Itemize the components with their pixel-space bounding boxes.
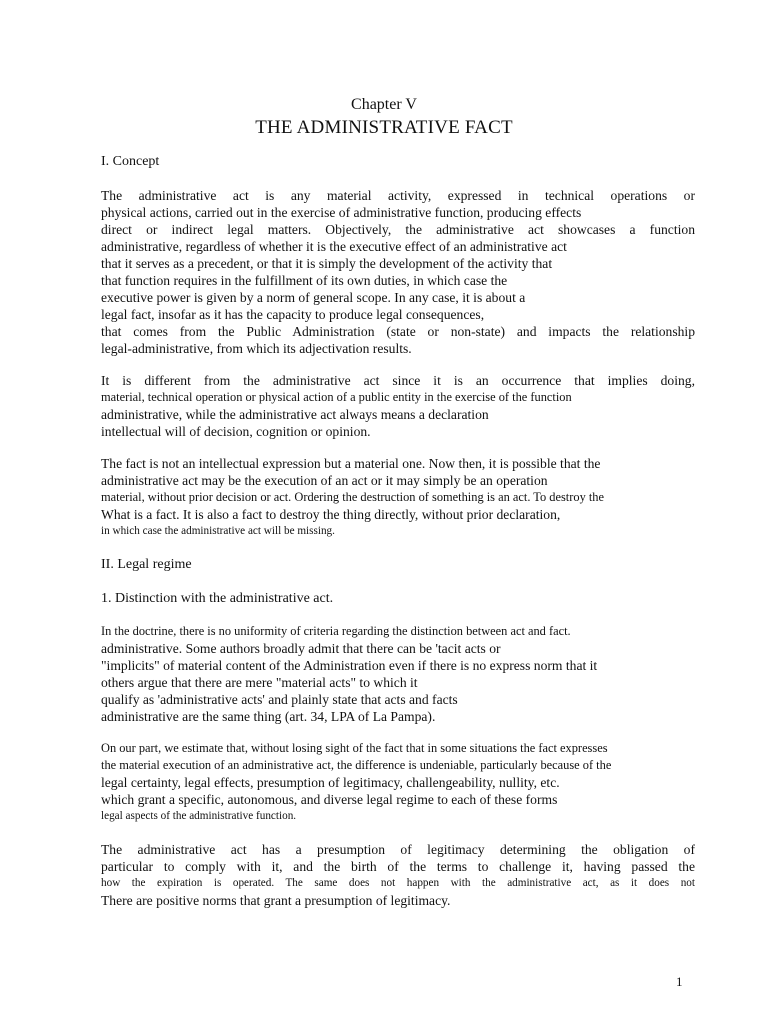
text-line: direct or indirect legal matters. Objectively, the administrative act showcases a function bbox=[101, 222, 695, 237]
text-line: material, without prior decision or act. Ordering the destruction of something is an act. To destroy the bbox=[101, 490, 605, 504]
text-line: material, technical operation or physical action of a public entity in the exercise of the function bbox=[101, 390, 572, 404]
text-line: "implicits" of material content of the Administration even if there is no express norm that it bbox=[101, 658, 598, 673]
text-line: physical actions, carried out in the exercise of administrative function, producing effects bbox=[101, 205, 582, 220]
text-line: legal certainty, legal effects, presumption of legitimacy, challengeability, nullity, etc. bbox=[101, 775, 560, 790]
text-line: qualify as 'administrative acts' and plainly state that acts and facts bbox=[101, 692, 458, 707]
text-line: The administrative act is any material activity, expressed in technical operations or bbox=[101, 188, 695, 203]
text-line: that it serves as a precedent, or that it is simply the development of the activity that bbox=[101, 256, 553, 271]
text-line: On our part, we estimate that, without losing sight of the fact that in some situations the fact expresses bbox=[101, 741, 608, 755]
text-line: There are positive norms that grant a presumption of legitimacy. bbox=[101, 893, 451, 908]
text-line: that comes from the Public Administration (state or non-state) and impacts the relationship bbox=[101, 324, 695, 339]
text-line: intellectual will of decision, cognition or opinion. bbox=[101, 424, 371, 439]
section-heading-legal-regime: II. Legal regime bbox=[101, 557, 192, 572]
paragraph-4 bbox=[101, 623, 695, 725]
text-line: legal-administrative, from which its adjectivation results. bbox=[101, 341, 412, 356]
text-line: The fact is not an intellectual expression but a material one. Now then, it is possible that the bbox=[101, 456, 601, 471]
text-line: legal fact, insofar as it has the capacity to produce legal consequences, bbox=[101, 307, 485, 322]
section-heading-concept: I. Concept bbox=[101, 154, 160, 169]
text-line: which grant a specific, autonomous, and diverse legal regime to each of these forms bbox=[101, 792, 558, 807]
text-line: The administrative act has a presumption of legitimacy determining the obligation of bbox=[101, 842, 695, 857]
text-line: administrative, while the administrative act always means a declaration bbox=[101, 407, 489, 422]
page-number: 1 bbox=[676, 974, 683, 989]
paragraph-6 bbox=[101, 841, 695, 909]
text-line: It is different from the administrative act since it is an occurrence that implies doing, bbox=[101, 373, 695, 388]
text-line: In the doctrine, there is no uniformity of criteria regarding the distinction between act and fact. bbox=[101, 624, 571, 638]
text-line: in which case the administrative act will be missing. bbox=[101, 525, 335, 537]
text-line: how the expiration is operated. The same does not happen with the administrative act, as it does not bbox=[101, 877, 695, 889]
text-line: legal aspects of the administrative function. bbox=[101, 810, 297, 822]
chapter-title: THE ADMINISTRATIVE FACT bbox=[255, 117, 513, 138]
text-line: that function requires in the fulfillment of its own duties, in which case the bbox=[101, 273, 508, 288]
text-line: administrative, regardless of whether it is the executive effect of an administrative act bbox=[101, 239, 567, 254]
chapter-label: Chapter V bbox=[351, 96, 417, 113]
text-line: particular to comply with it, and the birth of the terms to challenge it, having passed the bbox=[101, 859, 695, 874]
subsection-heading-distinction: 1. Distinction with the administrative act. bbox=[101, 591, 334, 606]
text-line: administrative. Some authors broadly admit that there can be 'tacit acts or bbox=[101, 641, 501, 656]
text-line: others argue that there are mere "material acts" to which it bbox=[101, 675, 418, 690]
text-line: the material execution of an administrative act, the difference is undeniable, particularly because of the bbox=[101, 758, 612, 772]
text-line: What is a fact. It is also a fact to destroy the thing directly, without prior declaration, bbox=[101, 507, 561, 522]
text-line: administrative are the same thing (art. 34, LPA of La Pampa). bbox=[101, 709, 436, 724]
paragraph-1 bbox=[101, 187, 695, 357]
paragraph-3 bbox=[101, 455, 695, 540]
paragraph-5 bbox=[101, 740, 695, 825]
paragraph-2 bbox=[101, 372, 695, 440]
text-line: executive power is given by a norm of general scope. In any case, it is about a bbox=[101, 290, 526, 305]
text-line: administrative act may be the execution of an act or it may simply be an operation bbox=[101, 473, 548, 488]
